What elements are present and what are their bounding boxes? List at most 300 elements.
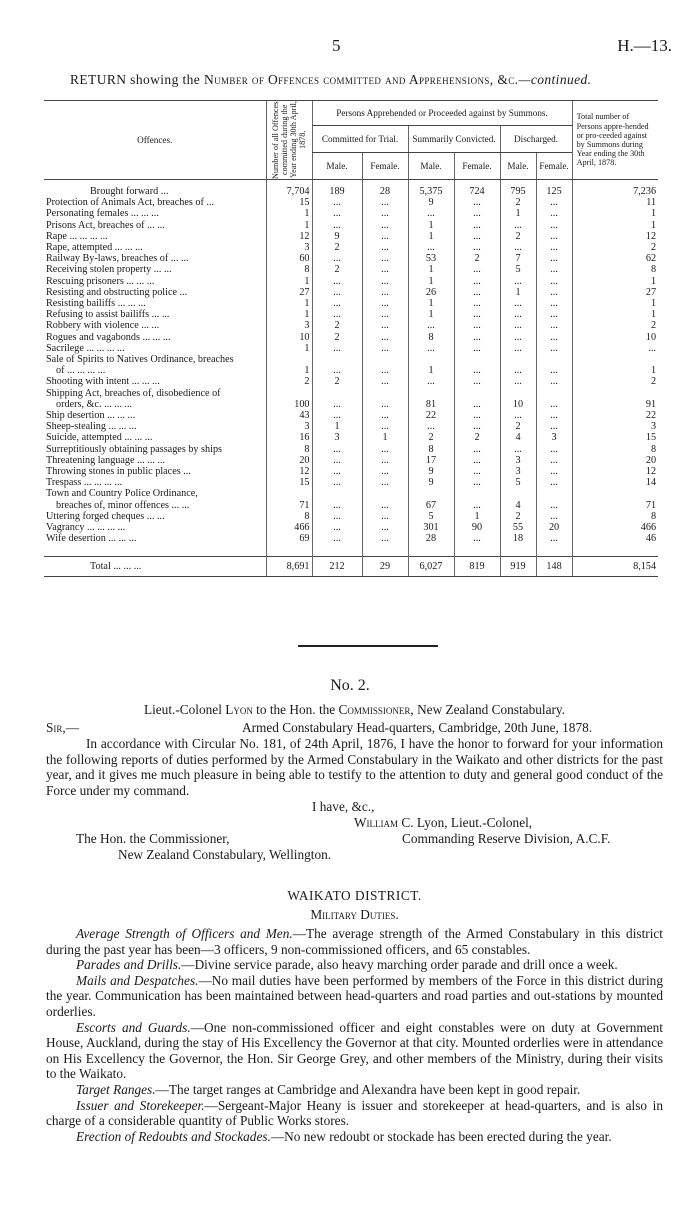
header-convicted: Summarily Convicted. xyxy=(408,126,500,153)
value-cell: 28 xyxy=(362,180,408,198)
value-cell: ... xyxy=(312,197,362,208)
offence-cell: Ship desertion ... ... ... xyxy=(46,410,136,422)
offence-cell: Brought forward ... xyxy=(90,186,169,197)
offence-cell: Wife desertion ... ... ... xyxy=(46,533,137,545)
total-cell: 1 xyxy=(572,220,658,231)
total-cell: 1 xyxy=(572,208,658,219)
value-cell: 2 xyxy=(312,332,362,343)
value-cell: ... xyxy=(454,264,500,275)
value-cell: ... xyxy=(408,376,454,387)
value-cell: 1 xyxy=(408,365,454,376)
total-cell xyxy=(572,388,658,399)
value-cell xyxy=(500,388,536,399)
value-cell: ... xyxy=(536,343,572,354)
value-cell: 6,027 xyxy=(408,556,454,576)
value-cell: 5 xyxy=(500,264,536,275)
value-cell: 10 xyxy=(500,399,536,410)
header-female: Female. xyxy=(454,153,500,180)
district-paragraphs xyxy=(46,926,663,1144)
table-row xyxy=(44,399,658,410)
value-cell: 9 xyxy=(408,466,454,477)
offence-cell: Shooting with intent ... ... ... xyxy=(46,376,160,388)
value-cell: ... xyxy=(362,376,408,387)
district-paragraph xyxy=(46,1082,663,1098)
value-cell: 5 xyxy=(408,511,454,522)
value-cell: ... xyxy=(536,197,572,208)
value-cell: 9 xyxy=(408,477,454,488)
value-cell xyxy=(312,388,362,399)
table-row xyxy=(44,388,658,399)
value-cell: 1 xyxy=(408,298,454,309)
value-cell: ... xyxy=(362,242,408,253)
value-cell: 18 xyxy=(500,533,536,544)
table-row xyxy=(44,276,658,287)
value-cell: 1 xyxy=(408,231,454,242)
offences-count-cell: 43 xyxy=(266,410,312,421)
offences-count-cell: 466 xyxy=(266,522,312,533)
table-row xyxy=(44,533,658,544)
value-cell: 212 xyxy=(312,556,362,576)
value-cell: ... xyxy=(536,253,572,264)
return-title xyxy=(70,72,591,88)
letter-body: In accordance with Circular No. 181, of 24th April, 1876, I have the honor to forward for your information the following reports of duties performed by the Armed Constabulary in the Waikato and other districts for the past year, and it gives me much pleasure in being able to testify to the attention to duty and general good conduct of the Force under my command. xyxy=(46,736,663,798)
total-cell xyxy=(572,354,658,365)
table-total-row xyxy=(44,556,658,576)
offences-count-cell: 8 xyxy=(266,264,312,275)
value-cell: ... xyxy=(362,500,408,511)
value-cell xyxy=(500,488,536,499)
spacer-row xyxy=(44,545,658,557)
value-cell: ... xyxy=(536,309,572,320)
paragraph-text: —The average strength of the Armed Constabulary in this district during the past year has been—3 officers, 9 non-commissioned officers, and 65 constables. xyxy=(46,926,663,957)
value-cell: ... xyxy=(536,298,572,309)
value-cell: 189 xyxy=(312,180,362,198)
signer-title: Commanding Reserve Division, A.C.F. xyxy=(402,831,611,846)
offence-cell: Sacrilege ... ... ... ... xyxy=(46,342,125,354)
value-cell: ... xyxy=(454,287,500,298)
signer-first-name: William xyxy=(354,815,399,830)
value-cell: ... xyxy=(312,410,362,421)
value-cell: 2 xyxy=(454,432,500,443)
value-cell: ... xyxy=(536,455,572,466)
value-cell: 67 xyxy=(408,500,454,511)
value-cell: ... xyxy=(536,231,572,242)
value-cell: 9 xyxy=(408,197,454,208)
offences-count-cell xyxy=(266,388,312,399)
value-cell: 2 xyxy=(500,421,536,432)
value-cell: 148 xyxy=(536,556,572,576)
value-cell: 2 xyxy=(500,511,536,522)
value-cell: 17 xyxy=(408,455,454,466)
table-row xyxy=(44,421,658,432)
value-cell: ... xyxy=(454,399,500,410)
value-cell: ... xyxy=(362,332,408,343)
value-cell: 26 xyxy=(408,287,454,298)
value-cell: ... xyxy=(312,287,362,298)
offence-cell: Robbery with violence ... ... xyxy=(46,320,160,332)
table-row xyxy=(44,488,658,499)
value-cell: ... xyxy=(408,208,454,219)
recipient-line-2: New Zealand Constabulary, Wellington. xyxy=(118,847,332,862)
value-cell: ... xyxy=(362,511,408,522)
value-cell: ... xyxy=(536,320,572,331)
value-cell: ... xyxy=(312,455,362,466)
paragraph-text: —No new redoubt or stockade has been erected during the year. xyxy=(270,1128,612,1144)
table-row xyxy=(44,455,658,466)
value-cell: ... xyxy=(362,309,408,320)
header-male: Male. xyxy=(408,153,454,180)
value-cell: ... xyxy=(312,399,362,410)
signer-name: C. Lyon, Lieut.-Colonel, xyxy=(398,815,533,830)
offence-cell: orders, &c. ... ... ... xyxy=(56,398,133,410)
return-title-prefix: RETURN showing the xyxy=(70,72,204,87)
value-cell: 819 xyxy=(454,556,500,576)
district-title: WAIKATO DISTRICT. xyxy=(287,888,422,903)
value-cell: ... xyxy=(536,500,572,511)
total-cell: 2 xyxy=(572,376,658,387)
page-reference: H.—13. xyxy=(617,36,672,55)
paragraph-heading: Mails and Despatches. xyxy=(76,972,199,988)
value-cell: ... xyxy=(408,343,454,354)
offence-cell: Sheep-stealing ... ... ... xyxy=(46,421,137,433)
table-row xyxy=(44,180,658,198)
offences-count-cell: 3 xyxy=(266,242,312,253)
offence-cell: Railway By-laws, breaches of ... ... xyxy=(46,253,189,265)
total-cell: 12 xyxy=(572,466,658,477)
offence-cell: Rape ... ... ... ... xyxy=(46,230,108,242)
value-cell: ... xyxy=(362,421,408,432)
value-cell: 1 xyxy=(500,287,536,298)
table-row xyxy=(44,466,658,477)
value-cell: ... xyxy=(454,231,500,242)
value-cell: ... xyxy=(500,298,536,309)
total-cell: 14 xyxy=(572,477,658,488)
value-cell: ... xyxy=(362,298,408,309)
header-number-of-offences: Number of all Offences committed during the Year ending 30th April, 1878. xyxy=(271,101,307,179)
value-cell: ... xyxy=(536,220,572,231)
district-paragraph xyxy=(46,957,663,973)
total-cell: 7,236 xyxy=(572,180,658,198)
value-cell: 3 xyxy=(312,432,362,443)
value-cell: 3 xyxy=(536,432,572,443)
value-cell: ... xyxy=(312,309,362,320)
offences-count-cell: 8,691 xyxy=(266,556,312,576)
value-cell: 919 xyxy=(500,556,536,576)
value-cell: ... xyxy=(454,500,500,511)
value-cell: ... xyxy=(500,220,536,231)
heading-part: , New Zealand Constabulary. xyxy=(410,702,566,717)
value-cell: ... xyxy=(500,365,536,376)
value-cell: 81 xyxy=(408,399,454,410)
offence-cell: Surreptitiously obtaining passages by ships xyxy=(46,443,223,455)
value-cell: 1 xyxy=(408,220,454,231)
value-cell: ... xyxy=(312,522,362,533)
offence-cell: Threatening language ... ... ... xyxy=(46,454,166,466)
value-cell: 1 xyxy=(500,208,536,219)
value-cell: 4 xyxy=(500,432,536,443)
value-cell: 1 xyxy=(312,421,362,432)
value-cell: ... xyxy=(312,220,362,231)
value-cell xyxy=(500,354,536,365)
header-total-persons: Total number of Persons appre-hended or pro-ceeded against by Summons during Year ending the 30th April, 1878. xyxy=(572,101,658,180)
header-male: Male. xyxy=(312,153,362,180)
document-number: No. 2. xyxy=(330,677,370,694)
value-cell: ... xyxy=(454,410,500,421)
value-cell: ... xyxy=(454,444,500,455)
value-cell: 2 xyxy=(312,320,362,331)
value-cell: ... xyxy=(312,444,362,455)
offences-count-cell: 10 xyxy=(266,332,312,343)
value-cell: ... xyxy=(362,320,408,331)
total-cell: 8,154 xyxy=(572,556,658,576)
table-row xyxy=(44,309,658,320)
offence-cell: Shipping Act, breaches of, disobedience of xyxy=(46,387,221,399)
offences-count-cell: 3 xyxy=(266,320,312,331)
value-cell: 1 xyxy=(408,309,454,320)
district-paragraph xyxy=(46,1098,663,1129)
offences-count-cell: 8 xyxy=(266,444,312,455)
offence-cell: Prisons Act, breaches of ... ... xyxy=(46,219,165,231)
paragraph-text: —The target ranges at Cambridge and Alexandra have been kept in good repair. xyxy=(155,1081,581,1097)
table-row xyxy=(44,432,658,443)
value-cell: ... xyxy=(312,511,362,522)
total-cell: 1 xyxy=(572,365,658,376)
value-cell: 2 xyxy=(408,432,454,443)
value-cell: ... xyxy=(454,298,500,309)
value-cell: 2 xyxy=(312,264,362,275)
return-title-main: Number of Offences committed and Apprehensions, &c. xyxy=(203,72,519,87)
heading-part: Lieut.-Colonel xyxy=(143,702,226,717)
value-cell: 53 xyxy=(408,253,454,264)
offence-cell: Personating females ... ... ... xyxy=(46,208,159,220)
value-cell: ... xyxy=(362,466,408,477)
offence-cell: Town and Country Police Ordinance, xyxy=(46,488,198,500)
value-cell: ... xyxy=(536,242,572,253)
district-paragraph xyxy=(46,973,663,1020)
table-row xyxy=(44,376,658,387)
offence-cell: Receiving stolen property ... ... xyxy=(46,264,172,276)
district-paragraph xyxy=(46,1129,663,1145)
value-cell: 22 xyxy=(408,410,454,421)
table-row xyxy=(44,410,658,421)
value-cell: ... xyxy=(500,332,536,343)
offences-count-cell: 71 xyxy=(266,500,312,511)
value-cell: ... xyxy=(454,276,500,287)
offences-count-cell: 1 xyxy=(266,208,312,219)
offence-cell: Refusing to assist bailiffs ... ... xyxy=(46,309,170,321)
value-cell: ... xyxy=(500,410,536,421)
paragraph-heading: Average Strength of Officers and Men. xyxy=(76,926,293,941)
value-cell: ... xyxy=(362,253,408,264)
offence-cell: Uttering forged cheques ... ... xyxy=(46,510,165,522)
value-cell xyxy=(408,488,454,499)
total-cell: ... xyxy=(572,343,658,354)
value-cell: ... xyxy=(408,242,454,253)
value-cell: 1 xyxy=(408,264,454,275)
header-male: Male. xyxy=(500,153,536,180)
heading-name: Lyon xyxy=(225,702,253,717)
value-cell: ... xyxy=(454,332,500,343)
value-cell: 2 xyxy=(500,197,536,208)
value-cell: ... xyxy=(362,477,408,488)
value-cell: ... xyxy=(454,242,500,253)
value-cell: 2 xyxy=(312,242,362,253)
value-cell: ... xyxy=(454,421,500,432)
table-row xyxy=(44,354,658,365)
heading-recipient: Commissioner xyxy=(338,702,411,717)
total-cell: 2 xyxy=(572,320,658,331)
value-cell: ... xyxy=(500,320,536,331)
value-cell: 724 xyxy=(454,180,500,198)
table-row xyxy=(44,522,658,533)
offences-count-cell: 1 xyxy=(266,220,312,231)
offences-count-cell: 1 xyxy=(266,309,312,320)
value-cell: ... xyxy=(362,410,408,421)
table-row xyxy=(44,477,658,488)
offences-return-table xyxy=(44,100,658,577)
value-cell: 55 xyxy=(500,522,536,533)
value-cell: ... xyxy=(536,477,572,488)
paragraph-heading: Target Ranges. xyxy=(76,1081,156,1097)
value-cell: 2 xyxy=(500,231,536,242)
table-row xyxy=(44,511,658,522)
value-cell xyxy=(312,354,362,365)
offence-cell: of ... ... ... ... xyxy=(56,365,106,377)
table-row xyxy=(44,264,658,275)
value-cell: 301 xyxy=(408,522,454,533)
value-cell: ... xyxy=(536,399,572,410)
value-cell: ... xyxy=(312,365,362,376)
value-cell: 795 xyxy=(500,180,536,198)
value-cell: 125 xyxy=(536,180,572,198)
table-row xyxy=(44,298,658,309)
value-cell: ... xyxy=(362,208,408,219)
value-cell: ... xyxy=(362,365,408,376)
offences-count-cell: 16 xyxy=(266,432,312,443)
district-paragraph xyxy=(46,926,663,957)
total-cell: 91 xyxy=(572,399,658,410)
value-cell: ... xyxy=(536,276,572,287)
table-row xyxy=(44,197,658,208)
value-cell: ... xyxy=(536,208,572,219)
total-cell: 12 xyxy=(572,231,658,242)
value-cell: ... xyxy=(362,522,408,533)
value-cell: ... xyxy=(312,298,362,309)
offences-count-cell: 15 xyxy=(266,477,312,488)
value-cell: ... xyxy=(362,444,408,455)
value-cell xyxy=(536,354,572,365)
offences-count-cell: 20 xyxy=(266,455,312,466)
value-cell: 5,375 xyxy=(408,180,454,198)
value-cell: ... xyxy=(500,376,536,387)
offences-count-cell: 1 xyxy=(266,298,312,309)
total-cell: 62 xyxy=(572,253,658,264)
value-cell: ... xyxy=(312,533,362,544)
value-cell: 9 xyxy=(312,231,362,242)
value-cell xyxy=(362,354,408,365)
value-cell: ... xyxy=(536,264,572,275)
total-cell: 466 xyxy=(572,522,658,533)
table-row xyxy=(44,220,658,231)
offence-cell: Throwing stones in public places ... xyxy=(46,466,191,478)
value-cell: ... xyxy=(500,309,536,320)
offence-cell: Suicide, attempted ... ... ... xyxy=(46,432,153,444)
offence-cell: Rescuing prisoners ... ... ... xyxy=(46,275,155,287)
header-discharged: Discharged. xyxy=(500,126,572,153)
value-cell: ... xyxy=(454,208,500,219)
value-cell: ... xyxy=(454,309,500,320)
total-cell: 2 xyxy=(572,242,658,253)
value-cell xyxy=(362,388,408,399)
paragraph-text: —Divine service parade, also heavy marching order parade and drill once a week. xyxy=(181,957,618,973)
value-cell: ... xyxy=(312,208,362,219)
offences-count-cell: 1 xyxy=(266,276,312,287)
offences-count-cell xyxy=(266,488,312,499)
table-row xyxy=(44,231,658,242)
value-cell: 3 xyxy=(500,455,536,466)
value-cell: ... xyxy=(500,276,536,287)
total-cell: 8 xyxy=(572,511,658,522)
value-cell: ... xyxy=(454,455,500,466)
value-cell xyxy=(536,488,572,499)
paragraph-text: —No mail duties have been performed by members of the Force in this district during the year. Communication has been maintained between head-quarters and road parties and out-stations by mounted orderlies. xyxy=(46,972,663,1019)
value-cell: ... xyxy=(362,264,408,275)
letter-heading xyxy=(46,702,663,718)
value-cell: ... xyxy=(408,320,454,331)
total-cell: 46 xyxy=(572,533,658,544)
value-cell xyxy=(454,488,500,499)
value-cell: ... xyxy=(454,466,500,477)
value-cell: ... xyxy=(536,466,572,477)
value-cell: ... xyxy=(454,533,500,544)
offence-cell: Total ... ... ... xyxy=(44,556,266,576)
value-cell: 1 xyxy=(408,276,454,287)
value-cell: 8 xyxy=(408,332,454,343)
value-cell: ... xyxy=(536,444,572,455)
value-cell: ... xyxy=(362,287,408,298)
table-row xyxy=(44,444,658,455)
letter-signature xyxy=(354,815,532,831)
value-cell: ... xyxy=(500,343,536,354)
district-subtitle: Military Duties. xyxy=(310,907,399,922)
value-cell: ... xyxy=(536,410,572,421)
value-cell: ... xyxy=(454,320,500,331)
header-female: Female. xyxy=(536,153,572,180)
total-cell: 20 xyxy=(572,455,658,466)
offences-count-cell: 7,704 xyxy=(266,180,312,198)
return-title-suffix: —continued. xyxy=(518,72,592,87)
total-cell: 1 xyxy=(572,309,658,320)
offences-count-cell: 1 xyxy=(266,365,312,376)
value-cell: ... xyxy=(454,477,500,488)
value-cell: ... xyxy=(536,287,572,298)
page-number: 5 xyxy=(332,36,341,55)
value-cell: ... xyxy=(500,444,536,455)
heading-part: to the Hon. the xyxy=(252,702,339,717)
offence-cell: Resisting bailiffs ... ... ... xyxy=(46,298,146,310)
table-row xyxy=(44,253,658,264)
offence-cell: Sale of Spirits to Natives Ordinance, breaches xyxy=(46,354,234,366)
value-cell: ... xyxy=(454,365,500,376)
total-cell: 15 xyxy=(572,432,658,443)
value-cell: 2 xyxy=(312,376,362,387)
value-cell: ... xyxy=(312,253,362,264)
paragraph-heading: Erection of Redoubts and Stockades. xyxy=(76,1128,271,1144)
value-cell: ... xyxy=(408,421,454,432)
value-cell: ... xyxy=(362,231,408,242)
value-cell: ... xyxy=(454,376,500,387)
value-cell: ... xyxy=(454,220,500,231)
